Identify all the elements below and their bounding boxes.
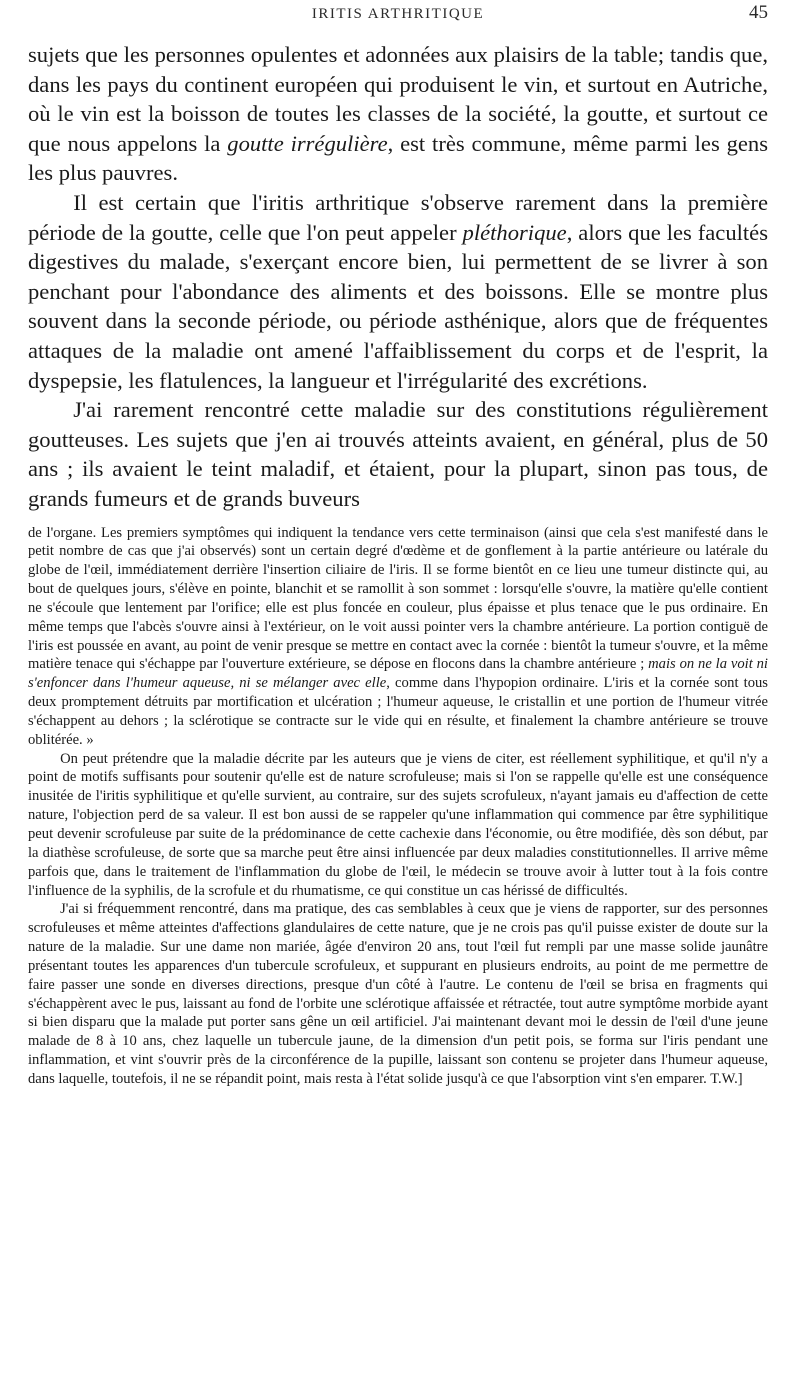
page-number: 45 — [749, 2, 768, 23]
footnote-block — [28, 524, 768, 1089]
italic-term: goutte irrégulière — [227, 130, 388, 156]
text-run: , est très commune, même parmi les gens les plus pauvres. — [28, 130, 768, 186]
text-run: de l'organe. Les premiers symptômes qui indiquent la tendance vers cette terminaison (ainsi que cela s'est manifesté dans le petit nombre de cas que j'ai observés) sont un certain degré d'œdème et de gonflement à la partie antérieure ou latérale du globe de l'œil, immédiatement derrière l'insertion ciliaire de l'iris. Il se forme bientôt en ce lieu une tumeur distincte qui, au bout de quelques jours, s'élève en pointe, blanchit et se ramollit à son sommet : lorsqu'elle s'ouvre, la matière qu'elle contient ne s'écoule que lentement par l'orifice; elle est plus foncée en couleur, plus épaisse et plus tenace que le pus ordinaire. En même temps que l'abcès s'ouvre ainsi à l'extérieur, on le voit aussi pointer vers la chambre antérieure. La portion contiguë de l'iris est poussée en avant, au point de venir presque se mettre en contact avec la cornée : bientôt la tumeur s'ouvre, et la même matière tenace qui s'échappe par l'ouverture extérieure, se dépose en flocons dans la chambre antérieure ; — [28, 524, 768, 673]
text-run: sujets que les personnes opulentes et adonnées aux plaisirs de la table; tandis que, dans les pays du continent européen qui produisent le vin, et surtout en Autriche, où le vin est la boisson de toutes les classes de la société, la goutte, et surtout ce que nous appelons la — [28, 42, 768, 156]
text-run: , comme dans l'hypopion ordinaire. L'iris et la cornée sont tous deux promptement détruits par mortification et ulcération ; l'humeur aqueuse, le cristallin et une portion de l'humeur vitrée s'échappent au dehors ; la sclérotique se contracte sur le vide qui en résulte, et finalement la chambre antérieure se trouve oblitérée. » — [28, 675, 768, 748]
text-run: Il est certain que l'iritis arthritique s'observe rarement dans la première période de la goutte, celle que l'on peut appeler — [28, 189, 768, 245]
running-title: IRITIS ARTHRITIQUE — [311, 6, 485, 22]
italic-term: pléthorique — [462, 219, 567, 245]
paragraph: J'ai rarement rencontré cette maladie sur des constitutions régulièrement goutteuses. Les sujets que j'en ai trouvés atteints avaient, en général, plus de 50 ans ; ils avaient le teint maladif, et étaient, pour la plupart, sinon pas tous, de grands fumeurs et de grands buveurs — [28, 397, 768, 511]
text-run: , alors que les facultés digestives du malade, s'exerçant encore bien, lui permettent de se livrer à son penchant pour l'abondance des aliments et des boissons. Elle se montre plus souvent dans la seconde période, ou période asthénique, alors que de fréquentes attaques de la maladie ont amené l'affaiblissement du corps et de l'esprit, la dyspepsie, les flatulences, la langueur et l'irrégularité des excrétions. — [28, 219, 768, 393]
paragraph — [28, 40, 768, 188]
note-paragraph: J'ai si fréquemment rencontré, dans ma pratique, des cas semblables à ceux que je viens de rapporter, sur des personnes scrofuleuses et même atteintes d'affections glandulaires de cette nature, que je ne crois pas qu'il puisse exister de doute sur la nature de la maladie. Sur une dame non mariée, âgée d'environ 20 ans, tout l'œil fut rempli par une masse solide jaunâtre présentant toutes les apparences d'un tubercule scrofuleux, et suppurant en plusieurs endroits, au point de me permettre de faire passer une sonde en diverses directions, presque d'un côté à l'autre. Le contenu de l'œil se brisa en fragments qui s'échappèrent avec le pus, laissant au fond de l'orbite une sclérotique affaissée et rétractée, tout autre symptôme morbide ayant si bien disparu que la malade put porter sans gêne un œil artificiel. J'ai maintenant devant moi le dessin de l'œil d'une jeune malade de 8 à 10 ans, chez laquelle un tubercule jaune, de la dimension d'un petit pois, se forma sur l'iris pendant une inflammation, et vint s'ouvrir près de la circonférence de la pupille, laissant son contenu se projeter dans l'humeur aqueuse, dans laquelle, toutefois, il ne se répandit point, mais resta à l'état solide jusqu'à ce que l'absorption vint s'en emparer. T.W.] — [28, 901, 768, 1087]
italic-quote: mais on ne la voit ni s'enfoncer dans l'humeur aqueuse, ni se mélanger avec elle — [28, 656, 768, 692]
note-paragraph: On peut prétendre que la maladie décrite par les auteurs que je viens de citer, est réellement syphilitique, et qu'il n'y a point de motifs suffisants pour soutenir qu'elle est de nature scrofuleuse; mais si l'on se rappelle qu'elle est une conséquence inusitée de l'iritis syphilitique et qu'elle survient, au contraire, sur des sujets scrofuleux, n'ayant jamais eu d'affection de cette nature, l'objection perd de sa valeur. Il est bon aussi de se rappeler qu'une inflammation qui commence par être syphilitique peut devenir scrofuleuse par suite de la prédominance de cette cachexie dans l'économie, ou être modifiée, dès son début, par la diathèse scrofuleuse, de sorte que sa marche peut être ainsi influencée par deux maladies constitutionnelles. Il arrive même parfois que, dans le traitement de l'inflammation du globe de l'œil, le médecin se trouve avoir à lutter tout à la fois contre l'influence de la syphilis, de la scrofule et du rhumatisme, ce qui constitue un cas hérissé de difficultés. — [28, 750, 768, 899]
main-text — [28, 40, 768, 514]
note-paragraph — [28, 524, 768, 750]
page-header — [28, 0, 768, 40]
paragraph — [28, 188, 768, 395]
